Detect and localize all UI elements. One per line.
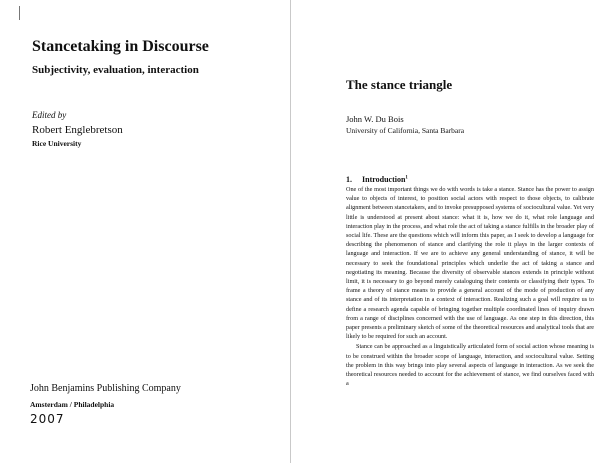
book-title: Stancetaking in Discourse — [32, 38, 209, 55]
publication-year: 2007 — [30, 412, 65, 426]
paragraph: One of the most important things we do with words is take a stance. Stance has the power to assign value to objects of interest, to position social actors with respect to those objects, to calibrate alignment between stancetakers, and to invoke presupposed systems of sociocultural value. Yet very little is understood at present about stance: what it is, how we do it, what role language and interaction play in the process, and what role the act of taking a stance fulfills in the broader play of social life. These are the questions which will inform this paper, as I seek to develop a language for describing the phenomenon of stance and clarifying the role it plays in the larger contexts of language and interaction. If we are to achieve any general understanding of stance, it will be necessary to seek the foundational principles which underlie the act of taking a stance and negotiating its meaning. Because the diversity of observable stances extends in principle without limit, it is necessary to go beyond merely cataloguing their contents or classifying their types. To frame a theory of stance means to provide a general account of the mode of production of any stance and of its interpretation in a context of interaction. Realizing such a goal will require us to define a research agenda capable of bringing together multiple coordinated lines of inquiry drawn from a range of disciplines concerned with the use of language. As one step in this direction, this paper presents a preliminary sketch of some of the theoretical resources and analytical tools that are likely to be required for such an account. — [346, 186, 594, 341]
editor-name: Robert Englebretson — [32, 124, 123, 136]
margin-mark — [19, 6, 20, 20]
publisher-name: John Benjamins Publishing Company — [30, 383, 181, 394]
right-page — [291, 0, 600, 463]
chapter-title: The stance triangle — [346, 77, 453, 92]
chapter-author: John W. Du Bois — [346, 114, 404, 124]
section-number: 1. — [346, 175, 352, 184]
edited-by-label: Edited by — [32, 110, 67, 120]
paragraph: Stance can be approached as a linguistically articulated form of social action whose meaning is to be construed within the broader scope of language, interaction, and sociocultural value. Setting the problem in this way brings into play several aspects of language in interaction. As we seek the theoretical resources needed to account for the achievement of stance, we find ourselves faced with a — [346, 343, 594, 388]
left-page — [0, 0, 290, 463]
footnote-marker[interactable]: 1 — [405, 175, 408, 181]
book-subtitle: Subjectivity, evaluation, interaction — [32, 64, 199, 76]
author-affiliation: University of California, Santa Barbara — [346, 126, 465, 135]
publisher-place: Amsterdam / Philadelphia — [30, 400, 115, 409]
section-heading — [346, 175, 408, 184]
editor-affiliation: Rice University — [32, 139, 82, 148]
chapter-body — [346, 185, 594, 389]
section-title: Introduction — [362, 175, 406, 184]
